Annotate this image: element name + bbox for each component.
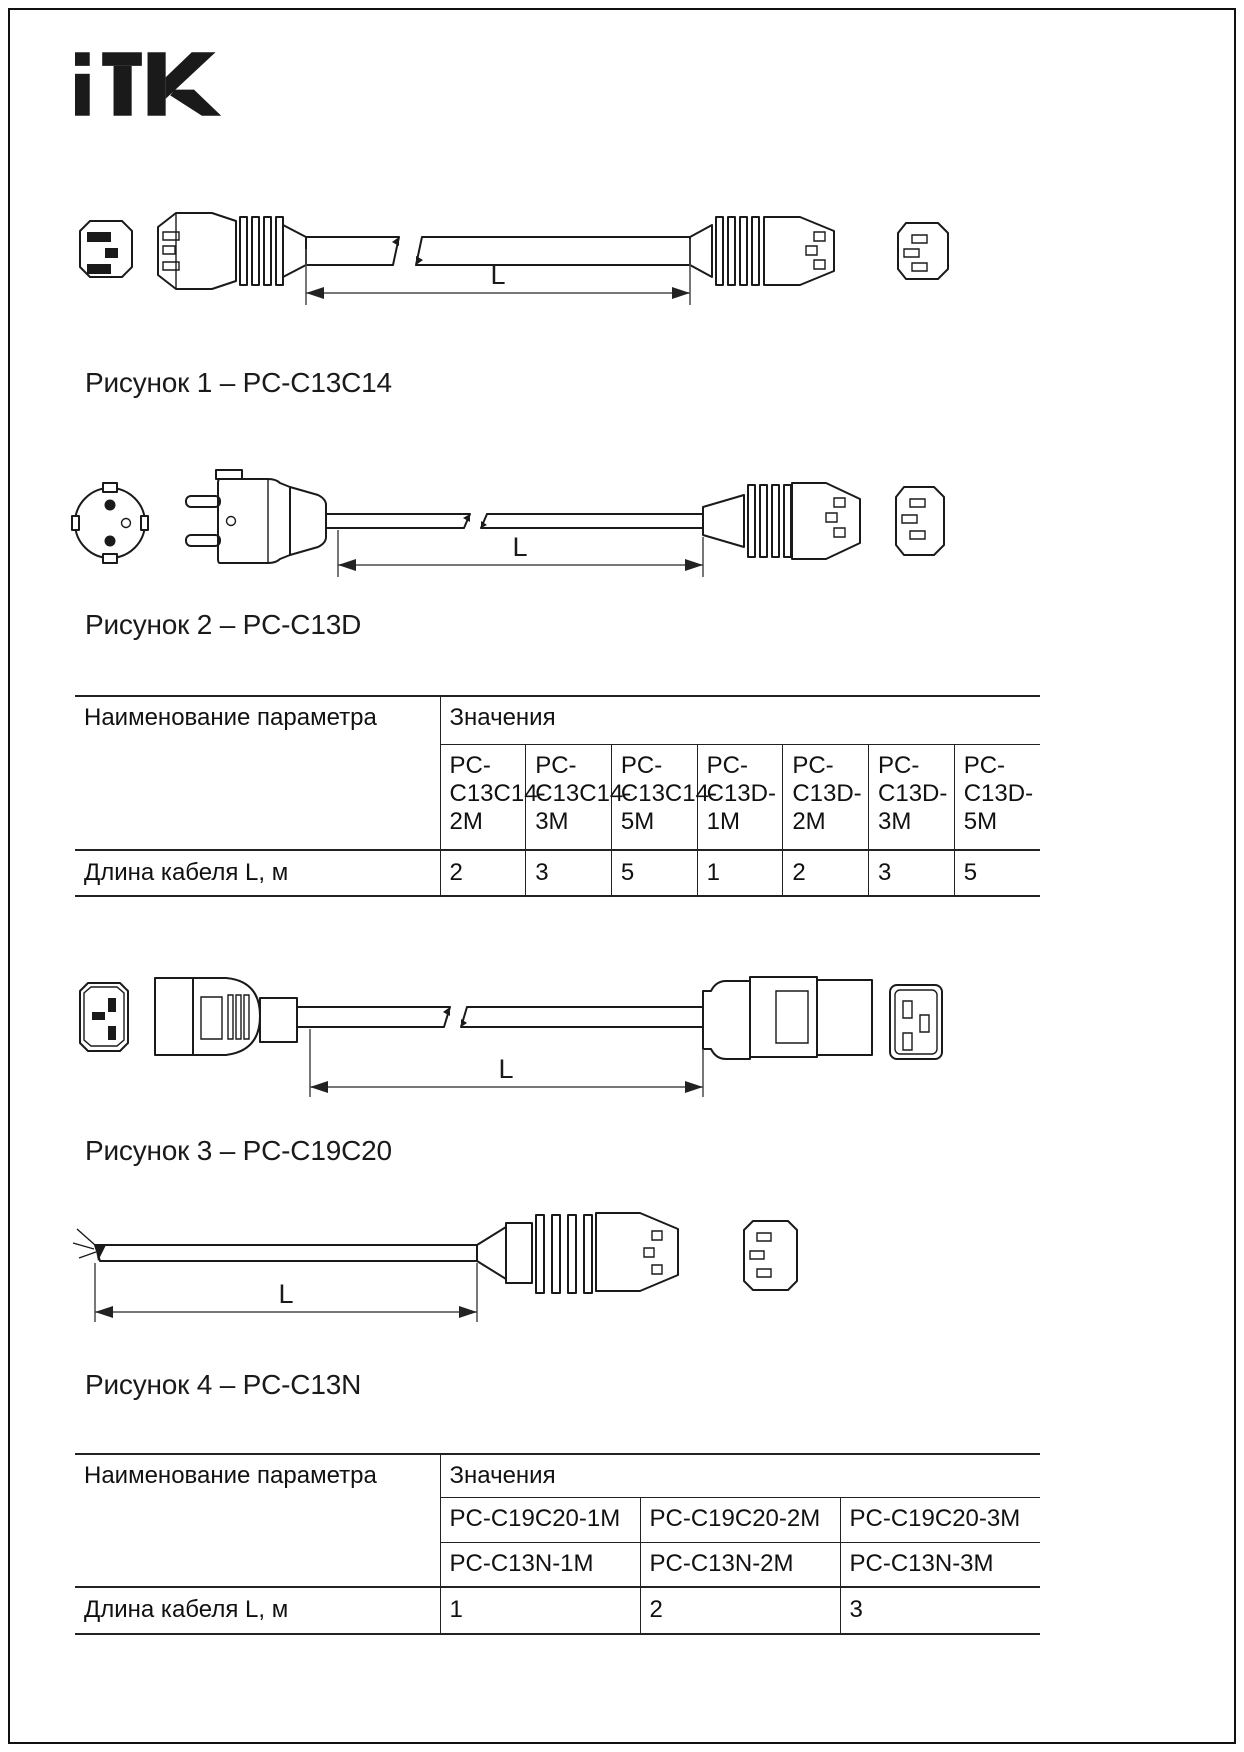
cable-with-break [326, 514, 703, 528]
values-header-cell: Значения [440, 696, 1040, 744]
model-header-cell: PC-C19C20-1M [440, 1498, 640, 1543]
dimension-l [95, 1263, 477, 1322]
figure-3-caption: Рисунок 3 – PC-C19C20 [85, 1135, 392, 1166]
model-header-cell: PC-C13D-1M [697, 744, 783, 850]
model-header-cell: PC-C19C20-3M [840, 1498, 1040, 1543]
model-header-cell: PC-C13N-1M [440, 1543, 640, 1587]
length-value-cell: 2 [640, 1587, 840, 1634]
c13-face-icon [744, 1221, 797, 1290]
stripped-cable-end [73, 1229, 477, 1261]
param-header-cell: Наименование параметра [75, 1454, 440, 1587]
length-value-cell: 2 [783, 850, 869, 896]
c14-plug-icon [158, 213, 306, 289]
length-value-cell: 2 [440, 850, 526, 896]
dimension-label: L [512, 532, 528, 562]
model-header-cell: PC-C13C14-5M [611, 744, 697, 850]
figure-1-caption: Рисунок 1 – PC-C13C14 [85, 367, 392, 398]
model-header-cell: PC-C13D-5M [954, 744, 1040, 850]
figure-3-drawing-pc-c19c20 [70, 945, 950, 1105]
model-header-cell: PC-C13N-2M [640, 1543, 840, 1587]
figure-4-drawing-pc-c13n [70, 1200, 950, 1335]
c19-face-icon [890, 985, 942, 1059]
length-value-cell: 3 [840, 1587, 1040, 1634]
c13-face-icon [898, 223, 948, 279]
model-header-cell: PC-C19C20-2M [640, 1498, 840, 1543]
model-header-cell: PC-C13D-3M [869, 744, 955, 850]
model-header-cell: PC-C13C14-2M [440, 744, 526, 850]
length-value-cell: 5 [954, 850, 1040, 896]
c20-plug-icon [155, 978, 297, 1055]
dimension-l [338, 530, 703, 577]
schuko-face-icon [72, 483, 148, 563]
figure-4-caption: Рисунок 4 – PC-C13N [85, 1369, 362, 1400]
length-label-cell: Длина кабеля L, м [75, 850, 440, 896]
param-header-cell: Наименование параметра [75, 696, 440, 850]
c19-plug-icon [703, 977, 872, 1059]
length-value-cell: 3 [526, 850, 612, 896]
figure-1-drawing-pc-c13c14 [70, 185, 950, 335]
model-header-cell: PC-C13N-3M [840, 1543, 1040, 1587]
length-label-cell: Длина кабеля L, м [75, 1587, 440, 1634]
itk-logo [75, 52, 245, 116]
model-header-cell: PC-C13C14-3M [526, 744, 612, 850]
figure-2-drawing-pc-c13d [70, 425, 950, 590]
dimension-label: L [278, 1279, 294, 1309]
dimension-label: L [498, 1054, 514, 1084]
length-value-cell: 1 [697, 850, 783, 896]
c20-face-icon [80, 983, 128, 1051]
dimension-label: L [490, 260, 506, 290]
c13-plug-icon [690, 217, 834, 285]
c13-face-icon [896, 487, 944, 555]
length-value-cell: 1 [440, 1587, 640, 1634]
table-cable-lengths-2 [75, 1453, 1040, 1635]
length-value-cell: 5 [611, 850, 697, 896]
figure-2-caption: Рисунок 2 – PC-C13D [85, 609, 362, 640]
dimension-l [306, 239, 690, 305]
c13-plug-icon [477, 1213, 678, 1293]
cable-with-break [297, 1007, 703, 1027]
schuko-plug-icon [186, 470, 326, 563]
c13-plug-icon [703, 483, 860, 559]
c14-face-icon [80, 221, 132, 277]
table-cable-lengths-1 [75, 695, 1040, 897]
length-value-cell: 3 [869, 850, 955, 896]
dimension-l [310, 1029, 703, 1097]
values-header-cell: Значения [440, 1454, 1040, 1498]
model-header-cell: PC-C13D-2M [783, 744, 869, 850]
